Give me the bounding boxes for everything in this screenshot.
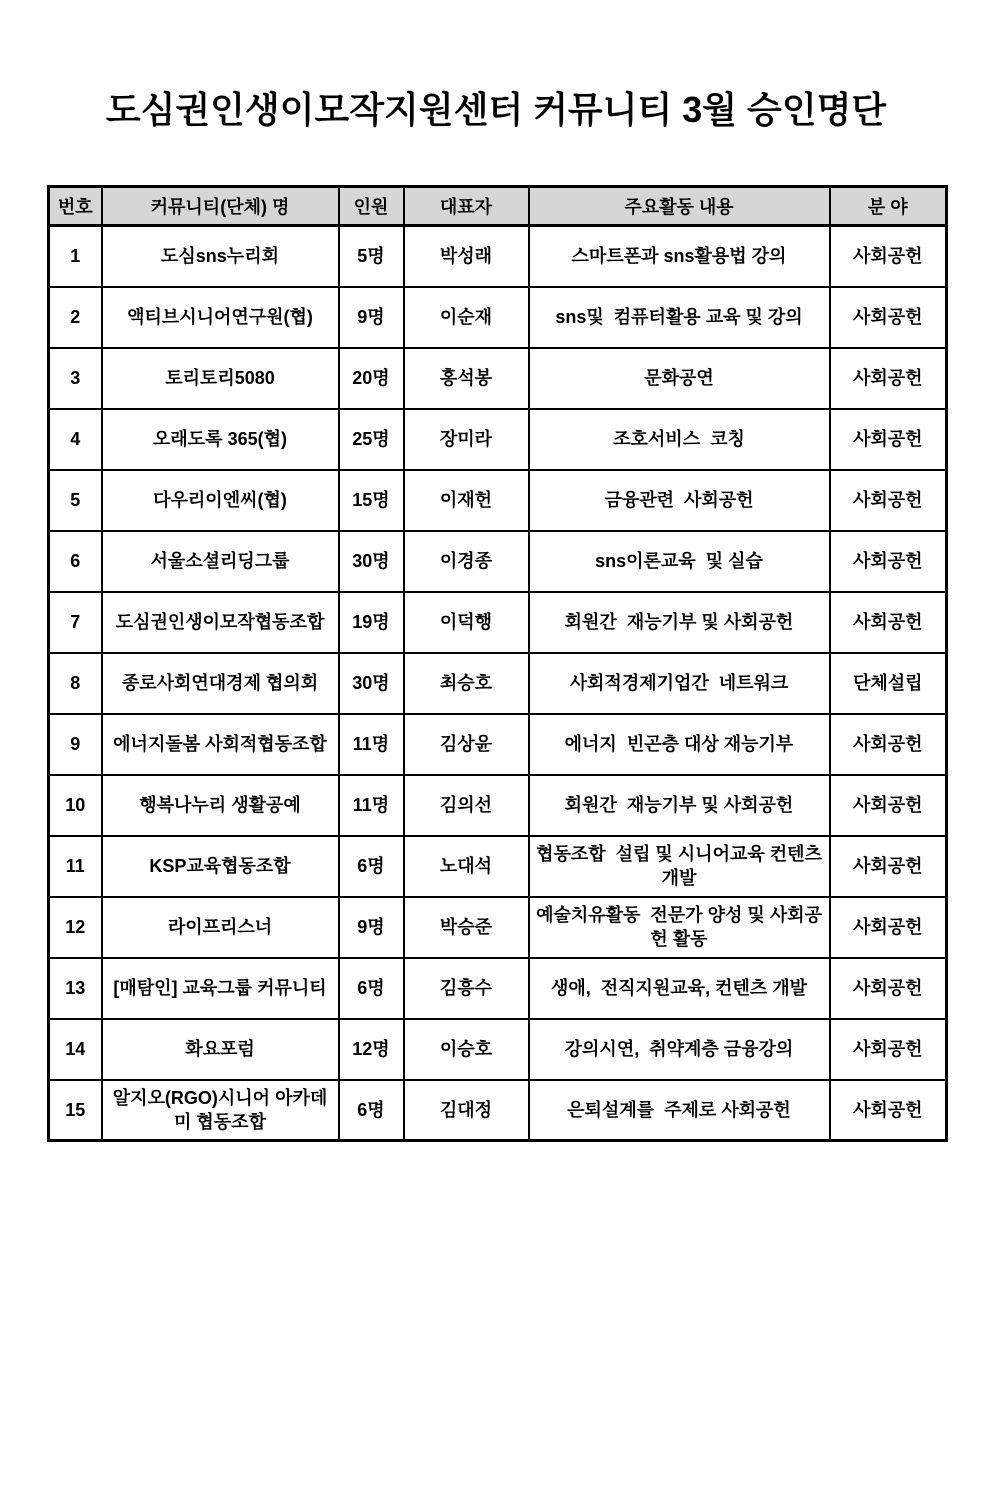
- table-row: [49, 1019, 947, 1080]
- cell-number: 12: [49, 897, 102, 958]
- cell-community-name: 서울소셜리딩그룹: [102, 531, 339, 592]
- header-row: [49, 187, 947, 226]
- cell-number: 15: [49, 1080, 102, 1141]
- cell-member-count: 5명: [339, 226, 404, 287]
- cell-number: 2: [49, 287, 102, 348]
- cell-activity: sns및 컴퓨터활용 교육 및 강의: [529, 287, 830, 348]
- table-body: [49, 226, 947, 1141]
- cell-representative: 홍석봉: [404, 348, 529, 409]
- table-row: [49, 775, 947, 836]
- cell-representative: 김상윤: [404, 714, 529, 775]
- cell-member-count: 30명: [339, 653, 404, 714]
- cell-community-name: 라이프리스너: [102, 897, 339, 958]
- cell-field: 사회공헌: [830, 287, 947, 348]
- cell-community-name: 오래도록 365(협): [102, 409, 339, 470]
- cell-community-name: 토리토리5080: [102, 348, 339, 409]
- table-row: [49, 714, 947, 775]
- cell-representative: 김흥수: [404, 958, 529, 1019]
- cell-activity: 스마트폰과 sns활용법 강의: [529, 226, 830, 287]
- cell-field: 사회공헌: [830, 1019, 947, 1080]
- cell-activity: 협동조합 설립 및 시니어교육 컨텐츠 개발: [529, 836, 830, 897]
- cell-activity: sns이론교육 및 실습: [529, 531, 830, 592]
- cell-field: 사회공헌: [830, 714, 947, 775]
- cell-activity: 은퇴설계를 주제로 사회공헌: [529, 1080, 830, 1141]
- cell-field: 사회공헌: [830, 531, 947, 592]
- cell-member-count: 15명: [339, 470, 404, 531]
- table-row: [49, 836, 947, 897]
- header-community-name: 커뮤니티(단체) 명: [102, 187, 339, 226]
- cell-member-count: 20명: [339, 348, 404, 409]
- table-row: [49, 897, 947, 958]
- cell-number: 4: [49, 409, 102, 470]
- table-row: [49, 592, 947, 653]
- cell-representative: 이재헌: [404, 470, 529, 531]
- header-representative: 대표자: [404, 187, 529, 226]
- cell-field: 사회공헌: [830, 409, 947, 470]
- table-row: [49, 409, 947, 470]
- cell-representative: 이순재: [404, 287, 529, 348]
- cell-member-count: 30명: [339, 531, 404, 592]
- cell-activity: 생애, 전직지원교육, 컨텐츠 개발: [529, 958, 830, 1019]
- cell-activity: 회원간 재능기부 및 사회공헌: [529, 775, 830, 836]
- cell-number: 10: [49, 775, 102, 836]
- cell-number: 3: [49, 348, 102, 409]
- header-activity: 주요활동 내용: [529, 187, 830, 226]
- approval-table: [47, 185, 948, 1142]
- page-title: 도심권인생이모작지원센터 커뮤니티 3월 승인명단: [105, 89, 887, 130]
- cell-community-name: 도심sns누리회: [102, 226, 339, 287]
- cell-member-count: 11명: [339, 714, 404, 775]
- cell-representative: 박승준: [404, 897, 529, 958]
- header-number: 번호: [49, 187, 102, 226]
- cell-community-name: 화요포럼: [102, 1019, 339, 1080]
- cell-member-count: 6명: [339, 1080, 404, 1141]
- cell-activity: 에너지 빈곤층 대상 재능기부: [529, 714, 830, 775]
- cell-activity: 금융관련 사회공헌: [529, 470, 830, 531]
- cell-field: 사회공헌: [830, 836, 947, 897]
- cell-representative: 이승호: [404, 1019, 529, 1080]
- cell-member-count: 9명: [339, 287, 404, 348]
- cell-field: 사회공헌: [830, 348, 947, 409]
- cell-member-count: 12명: [339, 1019, 404, 1080]
- table-row: [49, 1080, 947, 1141]
- cell-number: 1: [49, 226, 102, 287]
- cell-representative: 김의선: [404, 775, 529, 836]
- cell-member-count: 9명: [339, 897, 404, 958]
- cell-community-name: 종로사회연대경제 협의회: [102, 653, 339, 714]
- cell-member-count: 25명: [339, 409, 404, 470]
- table-row: [49, 531, 947, 592]
- cell-field: 사회공헌: [830, 1080, 947, 1141]
- cell-field: 사회공헌: [830, 592, 947, 653]
- table-row: [49, 958, 947, 1019]
- cell-number: 5: [49, 470, 102, 531]
- cell-community-name: KSP교육협동조합: [102, 836, 339, 897]
- cell-field: 사회공헌: [830, 226, 947, 287]
- header-field: 분 야: [830, 187, 947, 226]
- cell-number: 8: [49, 653, 102, 714]
- cell-number: 13: [49, 958, 102, 1019]
- cell-member-count: 19명: [339, 592, 404, 653]
- table-row: [49, 653, 947, 714]
- cell-activity: 강의시연, 취약계층 금융강의: [529, 1019, 830, 1080]
- table-row: [49, 287, 947, 348]
- cell-number: 11: [49, 836, 102, 897]
- cell-field: 사회공헌: [830, 470, 947, 531]
- cell-representative: 최승호: [404, 653, 529, 714]
- cell-field: 사회공헌: [830, 775, 947, 836]
- table-row: [49, 348, 947, 409]
- cell-activity: 조호서비스 코칭: [529, 409, 830, 470]
- cell-activity: 문화공연: [529, 348, 830, 409]
- cell-field: 단체설립: [830, 653, 947, 714]
- cell-member-count: 11명: [339, 775, 404, 836]
- cell-community-name: 액티브시니어연구원(협): [102, 287, 339, 348]
- cell-activity: 회원간 재능기부 및 사회공헌: [529, 592, 830, 653]
- cell-community-name: 알지오(RGO)시니어 아카데미 협동조합: [102, 1080, 339, 1141]
- cell-member-count: 6명: [339, 836, 404, 897]
- cell-community-name: 다우리이엔씨(협): [102, 470, 339, 531]
- cell-representative: 이경종: [404, 531, 529, 592]
- cell-representative: 이덕행: [404, 592, 529, 653]
- cell-number: 6: [49, 531, 102, 592]
- cell-representative: 노대석: [404, 836, 529, 897]
- cell-community-name: [매탐인] 교육그룹 커뮤니티: [102, 958, 339, 1019]
- table-row: [49, 470, 947, 531]
- cell-number: 7: [49, 592, 102, 653]
- cell-activity: 예술치유활동 전문가 양성 및 사회공헌 활동: [529, 897, 830, 958]
- cell-community-name: 도심권인생이모작협동조합: [102, 592, 339, 653]
- cell-number: 14: [49, 1019, 102, 1080]
- cell-member-count: 6명: [339, 958, 404, 1019]
- cell-community-name: 행복나누리 생활공예: [102, 775, 339, 836]
- cell-representative: 장미라: [404, 409, 529, 470]
- table-row: [49, 226, 947, 287]
- cell-number: 9: [49, 714, 102, 775]
- cell-community-name: 에너지돌봄 사회적협동조합: [102, 714, 339, 775]
- cell-representative: 박성래: [404, 226, 529, 287]
- cell-representative: 김대정: [404, 1080, 529, 1141]
- cell-field: 사회공헌: [830, 897, 947, 958]
- cell-field: 사회공헌: [830, 958, 947, 1019]
- cell-activity: 사회적경제기업간 네트워크: [529, 653, 830, 714]
- document-page: [0, 88, 992, 1491]
- header-member-count: 인원: [339, 187, 404, 226]
